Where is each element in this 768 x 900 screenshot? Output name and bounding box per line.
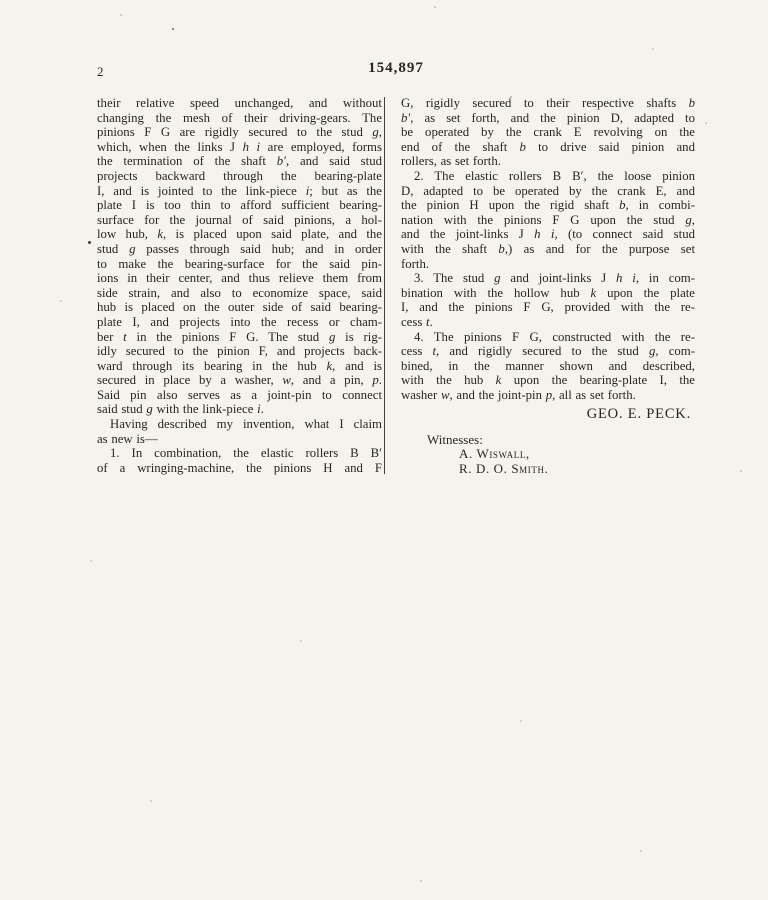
text-line: and the joint-links J h i, (to connect said stud — [401, 227, 695, 242]
text-line: pinions F G are rigidly secured to the stud g, — [97, 125, 382, 140]
text-line: hub is placed on the outer side of said bearing- — [97, 300, 382, 315]
margin-dot — [88, 241, 91, 244]
patent-number: 154,897 — [368, 60, 424, 76]
text-line: ions in their center, and thus relieve them from — [97, 271, 382, 286]
text-line: idly secured to the pinion F, and projects back- — [97, 344, 382, 359]
text-line: 1. In combination, the elastic rollers B B′ — [110, 446, 382, 461]
text-line: Said pin also serves as a joint-pin to connect — [97, 387, 382, 402]
text-line: as new is— — [97, 431, 158, 446]
text-line: rollers, as set forth. — [401, 154, 501, 169]
text-line: with the hub k upon the bearing-plate I, the — [401, 373, 695, 388]
text-line: ward through its bearing in the hub k, and is — [97, 358, 382, 373]
text-line: forth. — [401, 256, 430, 271]
text-line: to make the bearing-surface for the said pin- — [97, 256, 382, 271]
text-line: be operated by the crank E revolving on the — [401, 125, 695, 140]
text-line: plate I is too thin to afford sufficient bearing- — [97, 198, 382, 213]
text-line: Having described my invention, what I claim — [110, 417, 382, 432]
text-line: which, when the links J h i are employed, forms — [97, 139, 382, 154]
text-line: their relative speed unchanged, and without — [97, 96, 382, 110]
text-line: said stud g with the link-piece i. — [97, 402, 264, 417]
text-line: plate I, and projects into the recess or cham- — [97, 314, 382, 329]
text-line: nation with the pinions F G upon the stud g, — [401, 212, 695, 227]
column-divider — [384, 97, 385, 474]
text-line: I, and the pinions F G, provided with the re- — [401, 300, 695, 315]
text-line: ber t in the pinions F G. The stud g is rig- — [97, 329, 382, 344]
text-line: I, and is jointed to the link-piece i; but as the — [97, 183, 382, 198]
text-line: the pinion H upon the rigid shaft b, in combi- — [401, 198, 695, 213]
witness-name: R. D. O. Smith. — [459, 460, 549, 476]
witness-name: A. Wiswall, — [459, 446, 530, 462]
text-line: low hub, k, is placed upon said plate, and the — [97, 227, 382, 242]
text-line: with the shaft b,) as and for the purpose set — [401, 241, 695, 256]
text-line: surface for the journal of said pinions, a hol- — [97, 212, 382, 227]
page-number: 2 — [97, 64, 104, 79]
inventor-signature: GEO. E. PECK. — [586, 406, 691, 423]
text-line: bination with the hollow hub k upon the plate — [401, 285, 695, 300]
witnesses-label: Witnesses: — [427, 432, 483, 448]
text-line: changing the mesh of their driving-gears. The — [97, 110, 382, 125]
text-line: cess t. — [401, 314, 433, 329]
text-line: D, adapted to be operated by the crank E, and — [401, 183, 695, 198]
text-line: bined, in the manner shown and described, — [401, 358, 695, 373]
scan-noise — [0, 0, 2, 2]
text-line: secured in place by a washer, w, and a pin, p. — [97, 373, 382, 388]
text-line: end of the shaft b to drive said pinion and — [401, 139, 695, 154]
witnesses-block — [401, 432, 695, 476]
left-column-text — [97, 96, 382, 475]
text-line: the termination of the shaft b′, and said stud — [97, 154, 382, 169]
text-line: G, rigidly secured to their respective shafts b — [401, 96, 695, 110]
right-column — [401, 96, 695, 476]
text-line: 3. The stud g and joint-links J h i, in com- — [414, 271, 695, 286]
text-line: stud g passes through said hub; and in order — [97, 241, 382, 256]
text-line: 4. The pinions F G, constructed with the re- — [414, 329, 695, 344]
right-column-text — [401, 96, 695, 402]
text-line: of a wringing-machine, the pinions H and F — [97, 460, 382, 475]
text-line: b′, as set forth, and the pinion D, adapted to — [401, 110, 695, 125]
text-line: projects backward through the bearing-plate — [97, 168, 382, 183]
text-line: side strain, and also to economize space, said — [97, 285, 382, 300]
text-line: 2. The elastic rollers B B′, the loose pinion — [414, 168, 695, 183]
text-line: cess t, and rigidly secured to the stud g, com- — [401, 344, 695, 359]
text-line: washer w, and the joint-pin p, all as set forth. — [401, 387, 636, 402]
